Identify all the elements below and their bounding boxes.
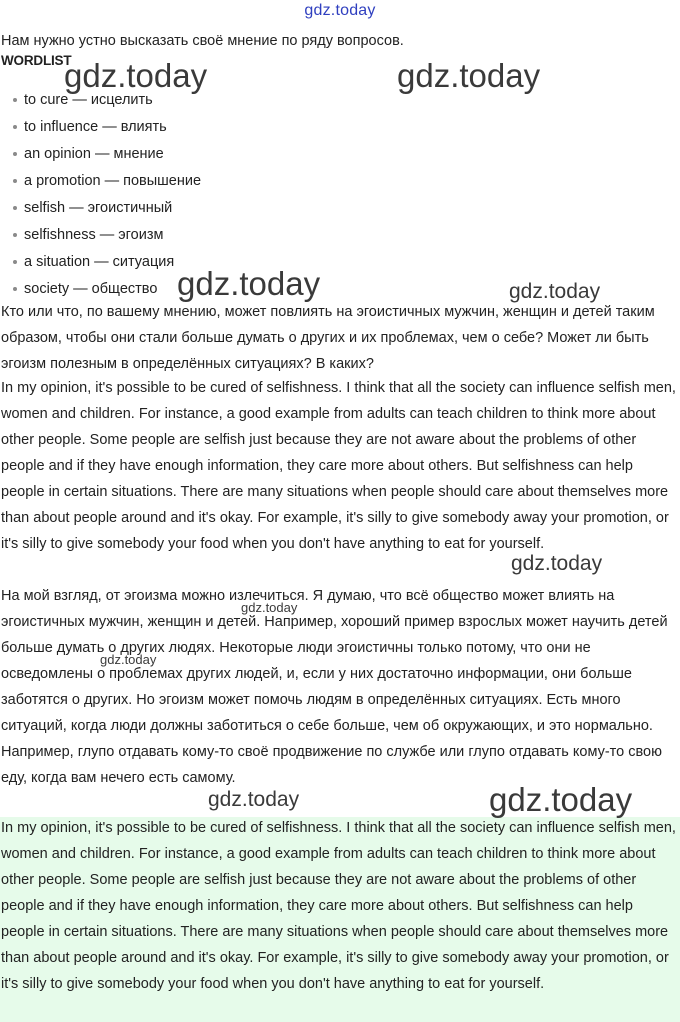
- watermark: gdz.today: [241, 600, 298, 615]
- watermark: gdz.today: [511, 552, 603, 575]
- bullet-icon: [13, 233, 17, 237]
- watermark: gdz.today: [397, 57, 541, 94]
- site-logo[interactable]: gdz.today: [304, 2, 376, 19]
- wordlist: [0, 87, 201, 303]
- watermark: gdz.today: [208, 788, 300, 811]
- watermark: gdz.today: [64, 57, 208, 94]
- watermark: gdz.today: [100, 652, 157, 667]
- answer-english: In my opinion, it's possible to be cured of selfishness. I think that all the society can influence selfish men, women and children. For instance, a good example from adults can teach children to think more about other people. Some people are selfish just because they are not aware about the problems of other people and if they have enough information, they care more about others. But selfishness can help people in certain situations. There are many situations when people should care about themselves more than about people around and it's okay. For example, it's silly to give somebody away your promotion, or it's silly to give somebody your food when you don't have anything to eat for yourself.: [1, 380, 676, 552]
- watermark: gdz.today: [489, 781, 633, 818]
- wordlist-item-text: selfishness — эгоизм: [24, 227, 164, 243]
- bullet-icon: [13, 206, 17, 210]
- wordlist-item-text: society — общество: [24, 281, 158, 297]
- list-item: [0, 195, 201, 222]
- list-item: [0, 222, 201, 249]
- answer-english-highlighted: In my opinion, it's possible to be cured of selfishness. I think that all the society can influence selfish men, women and children. For instance, a good example from adults can teach children to think more about other people. Some people are selfish just because they are not aware about the problems of other people and if they have enough information, they care more about others. But selfishness can help people in certain situations. There are many situations when people should care about themselves more than about people around and it's okay. For example, it's silly to give somebody away your promotion, or it's silly to give somebody your food when you don't have anything to eat for yourself.: [1, 820, 676, 992]
- bullet-icon: [13, 179, 17, 183]
- list-item: [0, 87, 201, 114]
- list-item: [0, 114, 201, 141]
- watermark: gdz.today: [509, 280, 601, 303]
- list-item: [0, 141, 201, 168]
- wordlist-title: WORDLIST: [1, 53, 72, 68]
- wordlist-item-text: to influence — влиять: [24, 119, 167, 135]
- intro-text: Нам нужно устно высказать своё мнение по ряду вопросов.: [1, 33, 404, 49]
- highlighted-answer-block: [0, 817, 680, 1022]
- wordlist-item-text: a promotion — повышение: [24, 173, 202, 189]
- watermark: gdz.today: [177, 265, 321, 302]
- bullet-icon: [13, 260, 17, 264]
- bullet-icon: [13, 152, 17, 156]
- bullet-icon: [13, 98, 17, 102]
- question-text: Кто или что, по вашему мнению, может повлиять на эгоистичных мужчин, женщин и детей таким образом, чтобы они стали больше думать о других и их проблемах, чем о себе? Может ли быть эгоизм полезным в определённых ситуациях? В каких?: [1, 304, 655, 372]
- wordlist-item-text: an opinion — мнение: [24, 146, 164, 162]
- wordlist-item-text: a situation — ситуация: [24, 254, 175, 270]
- bullet-icon: [13, 287, 17, 291]
- answer-russian: На мой взгляд, от эгоизма можно излечиться. Я думаю, что всё общество может влиять на эгоистичных мужчин, женщин и детей. Например, хороший пример взрослых может научить детей больше думать о других людях. Некоторые люди эгоистичны только потому, что они не осведомлены о проблемах других людей, и, если у них достаточно информации, они больше заботятся о других. Но эгоизм может помочь людям в определённых ситуациях. Есть много ситуаций, когда люди должны заботиться о себе больше, чем об окружающих, и это нормально. Например, глупо отдавать кому-то своё продвижение по службе или глупо отдавать кому-то свою еду, когда вам нечего есть самому.: [1, 588, 668, 786]
- bullet-icon: [13, 125, 17, 129]
- list-item: [0, 249, 201, 276]
- wordlist-item-text: to cure — исцелить: [24, 92, 153, 108]
- list-item: [0, 168, 201, 195]
- wordlist-item-text: selfish — эгоистичный: [24, 200, 173, 216]
